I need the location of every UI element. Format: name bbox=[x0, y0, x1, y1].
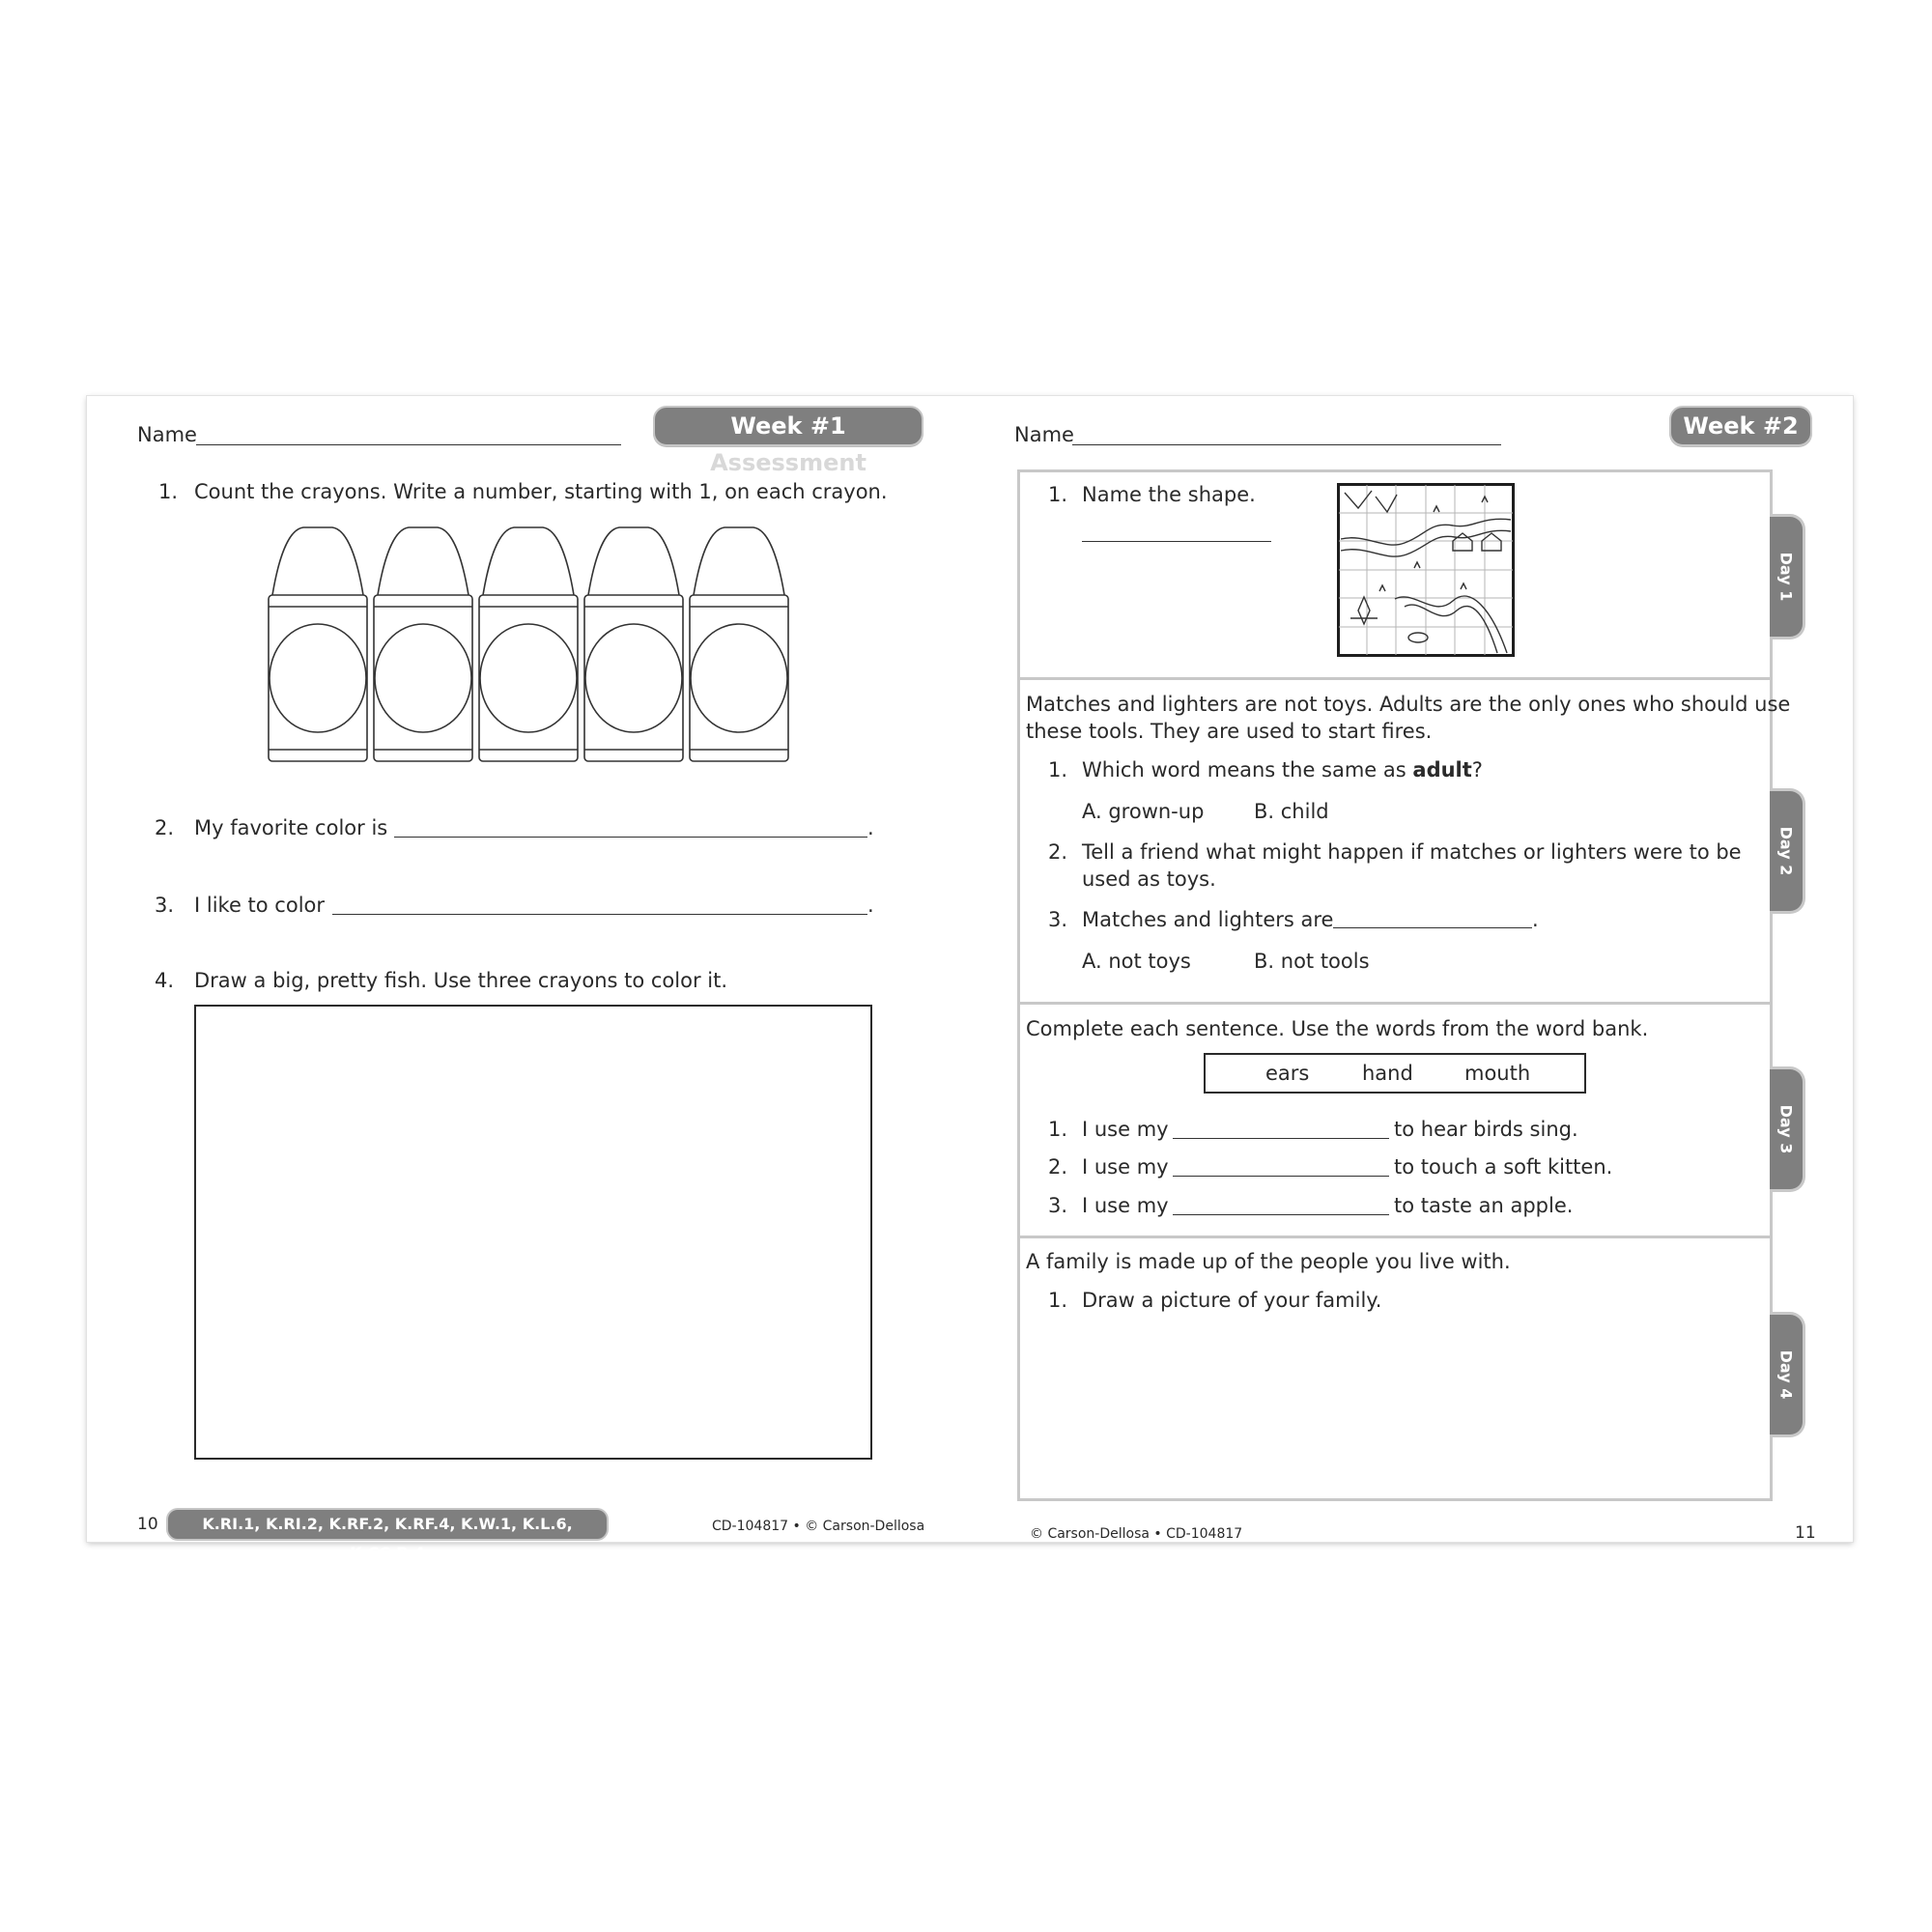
day3-item-lead: I use my bbox=[1082, 1155, 1169, 1179]
right-name-field[interactable] bbox=[1072, 419, 1501, 445]
tab-day-1-label: Day 1 bbox=[1776, 552, 1796, 602]
day2-q3-period: . bbox=[1532, 908, 1539, 931]
week1-label: Week #1 bbox=[730, 412, 846, 440]
word-bank-box bbox=[1204, 1053, 1586, 1094]
day3-item-3-field[interactable] bbox=[1173, 1189, 1389, 1215]
day3-item-lead: I use my bbox=[1082, 1194, 1169, 1217]
day2-q2-text-line1: Tell a friend what might happen if matches or lighters were to be bbox=[1082, 840, 1742, 864]
favorite-color-field[interactable] bbox=[394, 811, 867, 838]
crayon[interactable] bbox=[269, 527, 367, 761]
q2-period: . bbox=[867, 816, 874, 839]
day2-q1-question bbox=[1082, 758, 1483, 781]
day2-q1-bold-word: adult bbox=[1412, 758, 1472, 781]
week2-pill: Week #2 bbox=[1669, 406, 1812, 446]
q4-text: Draw a big, pretty fish. Use three crayons to color it. bbox=[194, 969, 728, 992]
tab-day-3-label: Day 3 bbox=[1776, 1104, 1796, 1154]
left-name-field[interactable] bbox=[196, 419, 621, 445]
left-footer-credit: CD-104817 • © Carson-Dellosa bbox=[712, 1519, 925, 1534]
day3-item-lead: I use my bbox=[1082, 1118, 1169, 1141]
day1-q1-number: 1. bbox=[1048, 483, 1068, 506]
right-footer-credit: © Carson-Dellosa • CD-104817 bbox=[1030, 1526, 1243, 1542]
day3-item-tail: to taste an apple. bbox=[1394, 1194, 1574, 1217]
day3-item-number: 1. bbox=[1048, 1118, 1068, 1141]
q2-text: My favorite color is bbox=[194, 816, 388, 839]
day2-day3-divider bbox=[1017, 1002, 1773, 1005]
crayon[interactable] bbox=[374, 527, 472, 761]
day2-q3-answer-field[interactable] bbox=[1333, 904, 1532, 928]
word-bank-word: ears bbox=[1265, 1062, 1310, 1085]
standards-pill: K.RI.1, K.RI.2, K.RF.2, K.RF.4, K.W.1, K.L.6, K.CC.B.4 bbox=[166, 1508, 609, 1541]
day2-q1-option-b[interactable]: B. child bbox=[1254, 800, 1329, 823]
day2-q1-end: ? bbox=[1471, 758, 1483, 781]
day2-q2-text-line2: used as toys. bbox=[1082, 867, 1216, 891]
q4-number: 4. bbox=[155, 969, 175, 992]
tab-day-4-label: Day 4 bbox=[1776, 1350, 1796, 1400]
day2-q3-option-b[interactable]: B. not tools bbox=[1254, 950, 1370, 973]
day4-q1-text: Draw a picture of your family. bbox=[1082, 1289, 1382, 1312]
day3-day4-divider bbox=[1017, 1236, 1773, 1238]
day2-q3-number: 3. bbox=[1048, 908, 1068, 931]
shape-name-field[interactable] bbox=[1082, 518, 1271, 542]
day2-intro-line1: Matches and lighters are not toys. Adults are the only ones who should use bbox=[1026, 693, 1791, 716]
like-to-color-field[interactable] bbox=[332, 889, 867, 915]
map-grid-image bbox=[1337, 483, 1515, 657]
assessment-label: Assessment bbox=[710, 449, 867, 476]
left-name-label: Name bbox=[137, 423, 197, 446]
day3-item-number: 2. bbox=[1048, 1155, 1068, 1179]
day2-q1-option-a[interactable]: A. grown-up bbox=[1082, 800, 1205, 823]
day4-q1-number: 1. bbox=[1048, 1289, 1068, 1312]
left-page-number: 10 bbox=[137, 1515, 158, 1534]
tab-day-3[interactable] bbox=[1770, 1066, 1805, 1192]
day3-intro: Complete each sentence. Use the words from the word bank. bbox=[1026, 1017, 1649, 1040]
day2-q1-number: 1. bbox=[1048, 758, 1068, 781]
day3-item-tail: to touch a soft kitten. bbox=[1394, 1155, 1613, 1179]
right-page-number: 11 bbox=[1795, 1523, 1816, 1543]
day3-item-number: 3. bbox=[1048, 1194, 1068, 1217]
q2-number: 2. bbox=[155, 816, 175, 839]
day3-item-1-field[interactable] bbox=[1173, 1113, 1389, 1139]
crayons-illustration bbox=[261, 522, 802, 765]
day2-q2-number: 2. bbox=[1048, 840, 1068, 864]
day1-q1-text: Name the shape. bbox=[1082, 483, 1256, 506]
tab-day-2-label: Day 2 bbox=[1776, 826, 1796, 876]
q3-text: I like to color bbox=[194, 894, 326, 917]
q1-text: Count the crayons. Write a number, starting with 1, on each crayon. bbox=[194, 480, 888, 503]
day4-intro: A family is made up of the people you live with. bbox=[1026, 1250, 1511, 1273]
day1-day2-divider bbox=[1017, 677, 1773, 680]
q3-period: . bbox=[867, 894, 874, 917]
crayon[interactable] bbox=[479, 527, 578, 761]
family-drawing-area[interactable] bbox=[1026, 1323, 1760, 1488]
crayon[interactable] bbox=[584, 527, 683, 761]
crayon[interactable] bbox=[690, 527, 788, 761]
word-bank-word: hand bbox=[1362, 1062, 1413, 1085]
tab-day-1[interactable] bbox=[1770, 514, 1805, 639]
fish-drawing-box[interactable] bbox=[194, 1005, 872, 1460]
day2-q1-text: Which word means the same as bbox=[1082, 758, 1406, 781]
day2-q3-text: Matches and lighters are bbox=[1082, 908, 1334, 931]
right-name-label: Name bbox=[1014, 423, 1074, 446]
week1-assessment-pill bbox=[653, 406, 923, 476]
day2-intro-line2: these tools. They are used to start fires. bbox=[1026, 720, 1433, 743]
tab-day-2[interactable] bbox=[1770, 788, 1805, 914]
tab-day-4[interactable] bbox=[1770, 1312, 1805, 1437]
q1-number: 1. bbox=[158, 480, 179, 503]
q3-number: 3. bbox=[155, 894, 175, 917]
day2-q3-option-a[interactable]: A. not toys bbox=[1082, 950, 1191, 973]
day3-item-tail: to hear birds sing. bbox=[1394, 1118, 1578, 1141]
day3-item-2-field[interactable] bbox=[1173, 1151, 1389, 1177]
word-bank-word: mouth bbox=[1464, 1062, 1531, 1085]
